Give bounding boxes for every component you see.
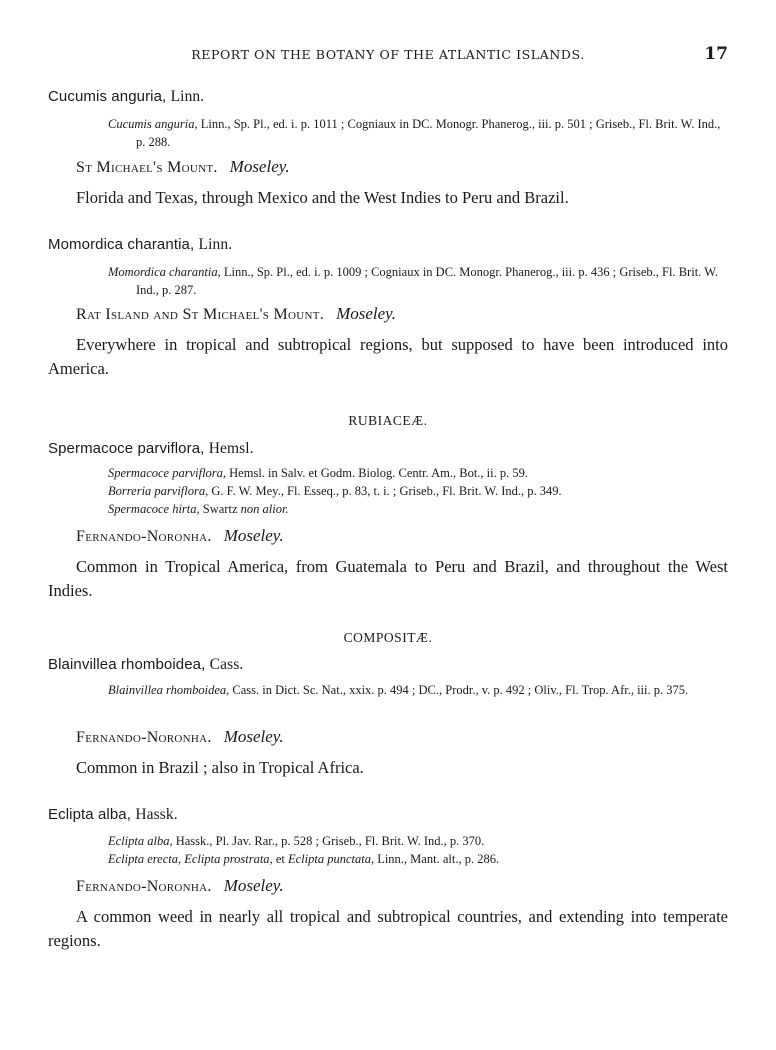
synonym-name: Borreria parviflora [108, 484, 206, 498]
reference-citation [108, 833, 728, 851]
locality-line [76, 526, 284, 546]
locality-name: Fernando-Noronha. [76, 528, 212, 545]
synonym-name: Eclipta alba [108, 834, 170, 848]
citation-text: , Swartz [196, 502, 241, 516]
species-name: Blainvillea rhomboidea, [48, 656, 206, 673]
synonym-name: Cucumis anguria [108, 117, 195, 131]
reference-citation [108, 264, 728, 299]
citation-text: , G. F. W. Mey., Fl. Esseq., p. 83, t. i. ; Griseb., Fl. Brit. W. Ind., p. 349. [205, 484, 562, 498]
species-name: Spermacoce parviflora, [48, 440, 205, 457]
distribution-text: Common in Brazil ; also in Tropical Africa. [76, 758, 364, 777]
reference-citation [108, 483, 728, 501]
synonym-name: Spermacoce hirta [108, 502, 197, 516]
reference-citation [108, 682, 728, 700]
species-heading [48, 88, 204, 106]
running-head: REPORT ON THE BOTANY OF THE ATLANTIC ISLANDS. [191, 47, 585, 62]
locality-name: Fernando-Noronha. [76, 729, 212, 746]
synonym-name: Spermacoce parviflora [108, 466, 223, 480]
synonym-name: Momordica charantia [108, 265, 218, 279]
citation-text: et [272, 852, 288, 866]
species-heading [48, 656, 243, 674]
locality-line [76, 727, 284, 747]
collector-name: Moseley. [223, 727, 284, 746]
citation-text: , Linn., Sp. Pl., ed. i. p. 1009 ; Cogniaux in DC. Monogr. Phanerog., iii. p. 436 ; Griseb., Fl. Brit. W. Ind., p. 287. [136, 265, 718, 297]
species-author: Hemsl. [208, 440, 254, 457]
locality-line [76, 304, 396, 324]
reference-citation [108, 465, 728, 483]
citation-qualifier: non alior. [240, 502, 289, 516]
locality-name: Rat Island and St Michael's Mount. [76, 306, 325, 323]
family-heading: RUBIACEÆ. [348, 413, 428, 428]
citation-text: , Hemsl. in Salv. et Godm. Biolog. Centr. Am., Bot., ii. p. 59. [222, 466, 529, 480]
reference-citation [108, 501, 728, 519]
collector-name: Moseley. [229, 157, 290, 176]
synonym-name: Eclipta punctata [287, 852, 371, 866]
species-name: Eclipta alba, [48, 806, 132, 823]
species-author: Cass. [209, 656, 244, 673]
collector-name: Moseley. [223, 876, 284, 895]
collector-name: Moseley. [336, 304, 397, 323]
locality-line [76, 876, 284, 896]
species-heading [48, 806, 178, 824]
synonym-name: Eclipta erecta, Eclipta prostrata, [108, 852, 273, 866]
distribution-text: Everywhere in tropical and subtropical regions, but supposed to have been introduced into America. [48, 335, 728, 378]
citation-text: , Linn., Mant. alt., p. 286. [370, 852, 500, 866]
species-author: Linn. [198, 236, 233, 253]
distribution-text: Common in Tropical America, from Guatemala to Peru and Brazil, and throughout the West Indies. [48, 557, 728, 600]
collector-name: Moseley. [223, 526, 284, 545]
distribution-text: A common weed in nearly all tropical and subtropical countries, and extending into temperate regions. [48, 907, 728, 950]
species-name: Momordica charantia, [48, 236, 195, 253]
page-number: 17 [704, 44, 728, 64]
family-heading: COMPOSITÆ. [343, 630, 433, 645]
reference-citation [108, 851, 728, 869]
reference-citation [108, 116, 728, 151]
species-author: Hassk. [135, 806, 178, 823]
citation-text: , Cass. in Dict. Sc. Nat., xxix. p. 494 ; DC., Prodr., v. p. 492 ; Oliv., Fl. Trop. Afr., iii. p. 375. [226, 683, 689, 697]
synonym-name: Blainvillea rhomboidea [108, 683, 227, 697]
species-name: Cucumis anguria, [48, 88, 167, 105]
citation-text: , Linn., Sp. Pl., ed. i. p. 1011 ; Cogniaux in DC. Monogr. Phanerog., iii. p. 501 ; Griseb., Fl. Brit. W. Ind., p. 288. [136, 117, 721, 149]
page-header [48, 44, 728, 66]
species-heading [48, 440, 254, 458]
species-heading [48, 236, 232, 254]
locality-name: Fernando-Noronha. [76, 878, 212, 895]
citation-text: , Hassk., Pl. Jav. Rar., p. 528 ; Griseb., Fl. Brit. W. Ind., p. 370. [169, 834, 485, 848]
locality-name: St Michael's Mount. [76, 159, 218, 176]
species-author: Linn. [170, 88, 205, 105]
distribution-text: Florida and Texas, through Mexico and the West Indies to Peru and Brazil. [76, 188, 569, 207]
locality-line [76, 157, 290, 177]
